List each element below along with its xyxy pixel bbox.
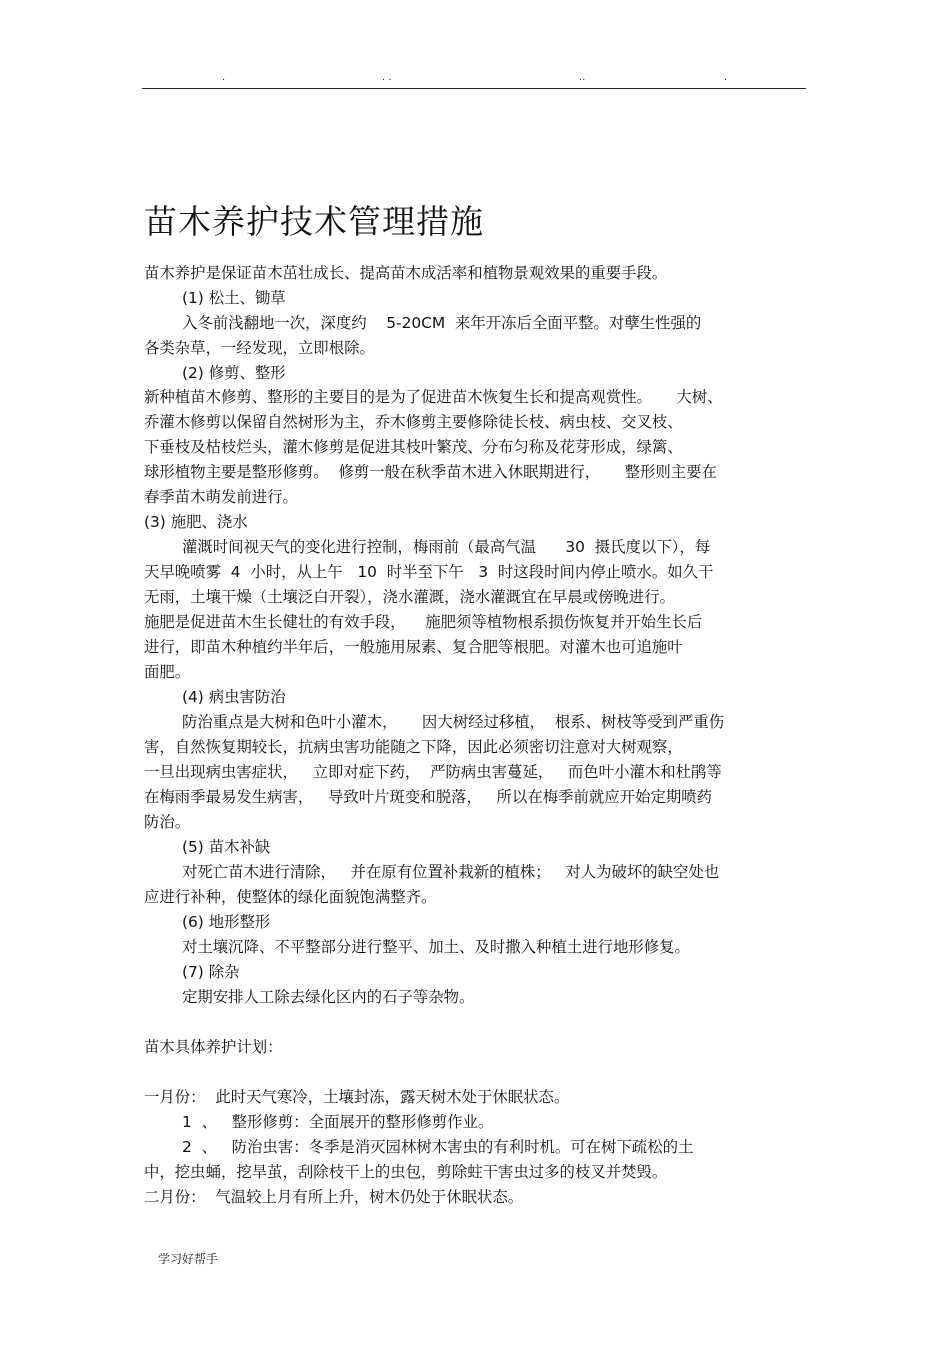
header-mark: . [724, 72, 728, 83]
body-line: 中，挖虫蛹，挖旱茧，刮除枝干上的虫包，剪除蛀干害虫过多的枝叉并焚毁。 [144, 1163, 668, 1181]
body-line: 乔灌木修剪以保留自然树形为主，乔木修剪主要修除徒长枝、病虫枝、交叉枝、 [144, 413, 683, 431]
header-mark: . . [382, 72, 392, 83]
body-line: 对死亡苗木进行清除， 并在原有位置补栽新的植株； 对人为破坏的缺空处也 [182, 863, 720, 881]
body-line: 无雨，土壤干燥（土壤泛白开裂），浇水灌溉，浇水灌溉宜在早晨或傍晚进行。 [144, 588, 675, 606]
section-heading: (5) 苗木补缺 [182, 838, 271, 856]
body-line: 害，自然恢复期较长，抗病虫害功能随之下降，因此必须密切注意对大树观察， [144, 738, 683, 756]
page-footer: 学习好帮手 [158, 1252, 219, 1266]
section-heading: (3) 施肥、浇水 [144, 513, 248, 531]
section-heading: (1) 松土、锄草 [182, 289, 286, 307]
body-line: 进行，即苗木种植约半年后，一般施用尿素、复合肥等根肥。对灌木也可追施叶 [144, 638, 683, 656]
header-marks [142, 72, 806, 86]
header-rule [142, 88, 806, 89]
header-mark: . [222, 72, 226, 83]
header-mark: .. [579, 72, 586, 83]
body-line: 面肥。 [144, 663, 191, 681]
body-line: 春季苗木萌发前进行。 [144, 488, 298, 506]
body-line: 灌溉时间视天气的变化进行控制，梅雨前（最高气温 30 摄氏度以下），每 [182, 538, 711, 556]
body-line: 球形植物主要是整形修剪。 修剪一般在秋季苗木进入休眠期进行， 整形则主要在 [144, 463, 717, 481]
document-title: 苗木养护技术管理措施 [144, 202, 484, 241]
body-line: 在梅雨季最易发生病害， 导致叶片斑变和脱落， 所以在梅季前就应开始定期喷药 [144, 788, 713, 806]
body-line: 各类杂草，一经发现，立即根除。 [144, 339, 375, 357]
body-line: 一月份： 此时天气寒冷，土壤封冻，露天树木处于休眠状态。 [144, 1088, 570, 1106]
body-line: 应进行补种，使整体的绿化面貌饱满整齐。 [144, 888, 437, 906]
plan-heading: 苗木具体养护计划： [144, 1038, 283, 1056]
body-line: 新种植苗木修剪、整形的主要目的是为了促进苗木恢复生长和提高观赏性。 大树、 [144, 388, 723, 406]
body-line: 定期安排人工除去绿化区内的石子等杂物。 [182, 988, 475, 1006]
section-heading: (7) 除杂 [182, 963, 240, 981]
body-line: 二月份： 气温较上月有所上升，树木仍处于休眠状态。 [144, 1188, 524, 1206]
body-line: 防治重点是大树和色叶小灌木， 因大树经过移植， 根系、树枝等受到严重伤 [182, 713, 725, 731]
body-line: 防治。 [144, 813, 191, 831]
body-line: 下垂枝及枯枝烂头，灌木修剪是促进其枝叶繁茂、分布匀称及花芽形成，绿篱、 [144, 438, 683, 456]
body-line: 一旦出现病虫害症状， 立即对症下药， 严防病虫害蔓延， 而色叶小灌木和杜鹃等 [144, 763, 722, 781]
body-line: 施肥是促进苗木生长健壮的有效手段， 施肥须等植物根系损伤恢复并开始生长后 [144, 613, 703, 631]
body-line: 1 、 整形修剪：全面展开的整形修剪作业。 [182, 1113, 494, 1131]
body-line: 天早晚喷雾 4 小时，从上午 10 时半至下午 3 时这段时间内停止喷水。如久干 [144, 563, 714, 581]
body-line: 入冬前浅翻地一次，深度约 5-20CM 来年开冻后全面平整。对孽生性强的 [182, 314, 702, 332]
body-line: 2 、 防治虫害：冬季是消灭园林树木害虫的有利时机。可在树下疏松的土 [182, 1138, 694, 1156]
section-heading: (6) 地形整形 [182, 913, 271, 931]
body-line: 对土壤沉降、不平整部分进行整平、加土、及时撒入种植土进行地形修复。 [182, 938, 690, 956]
section-heading: (4) 病虫害防治 [182, 688, 286, 706]
section-heading: (2) 修剪、整形 [182, 364, 286, 382]
body-line: 苗木养护是保证苗木茁壮成长、提高苗木成活率和植物景观效果的重要手段。 [144, 264, 668, 282]
